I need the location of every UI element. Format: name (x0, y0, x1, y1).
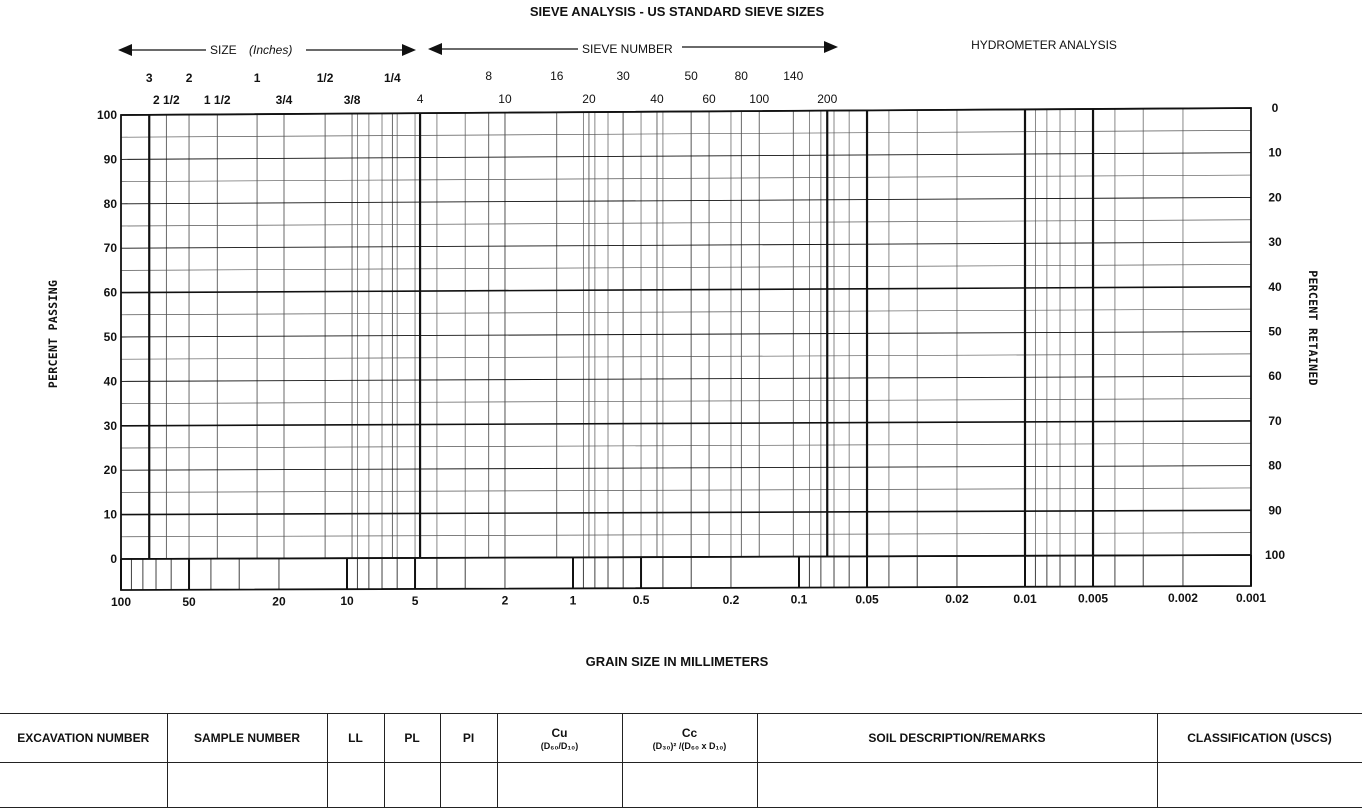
major-horizontal-gridline (121, 376, 1251, 381)
table-header-cell (167, 714, 327, 763)
table-header-label: LL (348, 731, 363, 745)
minor-horizontal-gridline (121, 220, 1251, 226)
sieve-tick-label-top: 140 (783, 69, 804, 83)
x-tick-label: 0.2 (722, 592, 740, 607)
major-horizontal-gridline (121, 466, 1251, 471)
table-header-label: SOIL DESCRIPTION/REMARKS (868, 731, 1046, 745)
hydrometer-header: HYDROMETER ANALYSIS (971, 38, 1117, 52)
table-cell[interactable] (327, 763, 384, 808)
x-tick-label: 100 (110, 595, 132, 609)
minor-horizontal-gridline (121, 399, 1251, 404)
minor-horizontal-gridline (121, 443, 1251, 448)
sieve-header-label: SIEVE NUMBER (582, 42, 673, 56)
x-tick-label: 20 (272, 594, 286, 609)
y-tick-label-left: 70 (103, 241, 117, 256)
table-header-cell (1157, 714, 1362, 763)
x-tick-label: 0.5 (632, 593, 650, 608)
y-tick-label-left: 0 (110, 552, 117, 566)
size-tick-label-bottom: 2 1/2 (152, 93, 180, 107)
table-cell[interactable] (167, 763, 327, 808)
major-horizontal-gridline (121, 421, 1251, 426)
x-tick-label: 0.1 (790, 592, 808, 607)
size-tick-label-top: 2 (185, 71, 193, 85)
minor-horizontal-gridlines (121, 130, 1251, 536)
table-header-label: EXCAVATION NUMBER (17, 731, 150, 745)
sieve-tick-label-bottom: 40 (650, 92, 664, 106)
table-header-label: PI (462, 731, 475, 745)
y-tick-label-right: 30 (1268, 235, 1282, 250)
minor-horizontal-gridline (121, 175, 1251, 182)
table-header-row (0, 714, 1362, 763)
table-header-cell (0, 714, 167, 763)
size-tick-label-bottom: 3/8 (343, 93, 361, 107)
table-body (0, 763, 1362, 808)
x-axis-title: GRAIN SIZE IN MILLIMETERS (585, 654, 769, 669)
sieve-tick-label-top: 50 (684, 69, 698, 83)
minor-horizontal-gridline (121, 130, 1251, 137)
sieve-tick-label-bottom: 100 (749, 92, 770, 106)
x-tick-label: 10 (340, 594, 354, 609)
table-header-cell (497, 714, 622, 763)
table-cell[interactable] (1157, 763, 1362, 808)
table-header-label: SAMPLE NUMBER (193, 731, 300, 745)
major-horizontal-gridline (121, 332, 1251, 338)
y-axis-title-right: PERCENT RETAINED (1306, 270, 1320, 386)
y-tick-label-right: 20 (1268, 190, 1282, 205)
y-tick-label-left: 10 (103, 507, 117, 522)
y-tick-label-right: 70 (1268, 413, 1282, 428)
zero-percent-line (121, 555, 1251, 559)
x-tick-label: 2 (501, 593, 509, 608)
y-tick-label-left: 90 (103, 152, 117, 167)
y-tick-label-right: 0 (1271, 101, 1279, 115)
table-header-cell (327, 714, 384, 763)
y-tick-label-right: 50 (1268, 324, 1282, 339)
y-tick-label-left: 20 (103, 463, 117, 478)
table-header-label: Cu (551, 725, 568, 740)
table-cell[interactable] (622, 763, 757, 808)
major-horizontal-gridlines (121, 108, 1251, 559)
chart-title: SIEVE ANALYSIS - US STANDARD SIEVE SIZES (529, 4, 825, 19)
size-header-unit: (Inches) (249, 43, 293, 57)
table-cell[interactable] (497, 763, 622, 808)
major-horizontal-gridline (121, 153, 1251, 160)
y-tick-label-right: 100 (1264, 548, 1286, 562)
size-header-label: SIZE (210, 43, 237, 57)
table-row (0, 763, 1362, 808)
table-cell[interactable] (0, 763, 167, 808)
sieve-tick-label-top: 80 (734, 69, 748, 83)
y-tick-label-left: 80 (103, 196, 117, 211)
y-tick-label-left: 100 (96, 108, 117, 122)
x-tick-label: 0.01 (1013, 591, 1037, 606)
y-tick-label-right: 90 (1268, 503, 1282, 518)
table-header-cell (757, 714, 1157, 763)
size-tick-label-top: 1/2 (316, 71, 334, 85)
major-horizontal-gridline (121, 287, 1251, 293)
x-tick-label: 0.005 (1078, 591, 1109, 606)
sieve-tick-label-bottom: 20 (582, 92, 596, 106)
table-cell[interactable] (757, 763, 1157, 808)
table-header-label: PL (404, 731, 420, 745)
x-tick-label: 0.02 (945, 592, 969, 607)
table-header-formula: (D₃₀)² /(D₆₀ x D₁₀) (652, 740, 727, 751)
size-tick-label-bottom: 1 1/2 (203, 93, 231, 107)
grain-size-scale-strip (121, 555, 1251, 590)
sieve-tick-label-top: 16 (550, 69, 564, 83)
x-tick-label: 5 (411, 593, 419, 608)
y-tick-label-left: 50 (103, 330, 117, 344)
size-tick-label-top: 1/4 (384, 71, 401, 85)
table-cell[interactable] (440, 763, 497, 808)
y-tick-label-left: 40 (103, 374, 117, 389)
results-table (0, 713, 1362, 808)
table-header-label: CLASSIFICATION (USCS) (1187, 731, 1332, 745)
sieve-tick-label-top: 30 (616, 69, 630, 83)
x-tick-label: 0.05 (855, 592, 879, 607)
table-header-label: Cc (681, 725, 698, 740)
minor-horizontal-gridline (121, 264, 1251, 270)
x-tick-label: 1 (569, 593, 577, 608)
table-cell[interactable] (384, 763, 440, 808)
sieve-tick-label-bottom: 200 (817, 92, 838, 106)
y-tick-label-right: 80 (1268, 458, 1282, 473)
table-header-cell (440, 714, 497, 763)
minor-horizontal-gridline (121, 533, 1251, 537)
x-tick-label: 0.001 (1235, 591, 1267, 605)
y-tick-label-right: 40 (1268, 279, 1282, 294)
major-horizontal-gridline (121, 197, 1251, 203)
table-header-formula: (D₆₀/D₁₀) (540, 740, 579, 751)
y-axis-title-left: PERCENT PASSING (46, 279, 60, 389)
y-tick-label-right: 10 (1268, 145, 1282, 160)
size-tick-label-top: 3 (145, 71, 153, 85)
table-header-cell (384, 714, 440, 763)
x-tick-label: 0.002 (1167, 591, 1198, 606)
minor-horizontal-gridline (121, 488, 1251, 492)
y-tick-label-left: 30 (103, 418, 117, 433)
size-tick-label-top: 1 (253, 71, 261, 85)
size-tick-label-bottom: 3/4 (275, 93, 293, 107)
y-tick-label-left: 60 (103, 285, 117, 300)
sieve-tick-label-bottom: 10 (498, 92, 512, 106)
major-horizontal-gridline (121, 242, 1251, 248)
y-tick-label-right: 60 (1268, 369, 1282, 384)
sieve-tick-label-top: 8 (485, 69, 493, 83)
sieve-tick-label-bottom: 60 (702, 92, 716, 106)
minor-horizontal-gridline (121, 354, 1251, 359)
table-header-cell (622, 714, 757, 763)
x-tick-label: 50 (182, 594, 196, 609)
sieve-tick-label-bottom: 4 (416, 92, 424, 106)
minor-horizontal-gridline (121, 309, 1251, 315)
major-horizontal-gridline (121, 510, 1251, 514)
